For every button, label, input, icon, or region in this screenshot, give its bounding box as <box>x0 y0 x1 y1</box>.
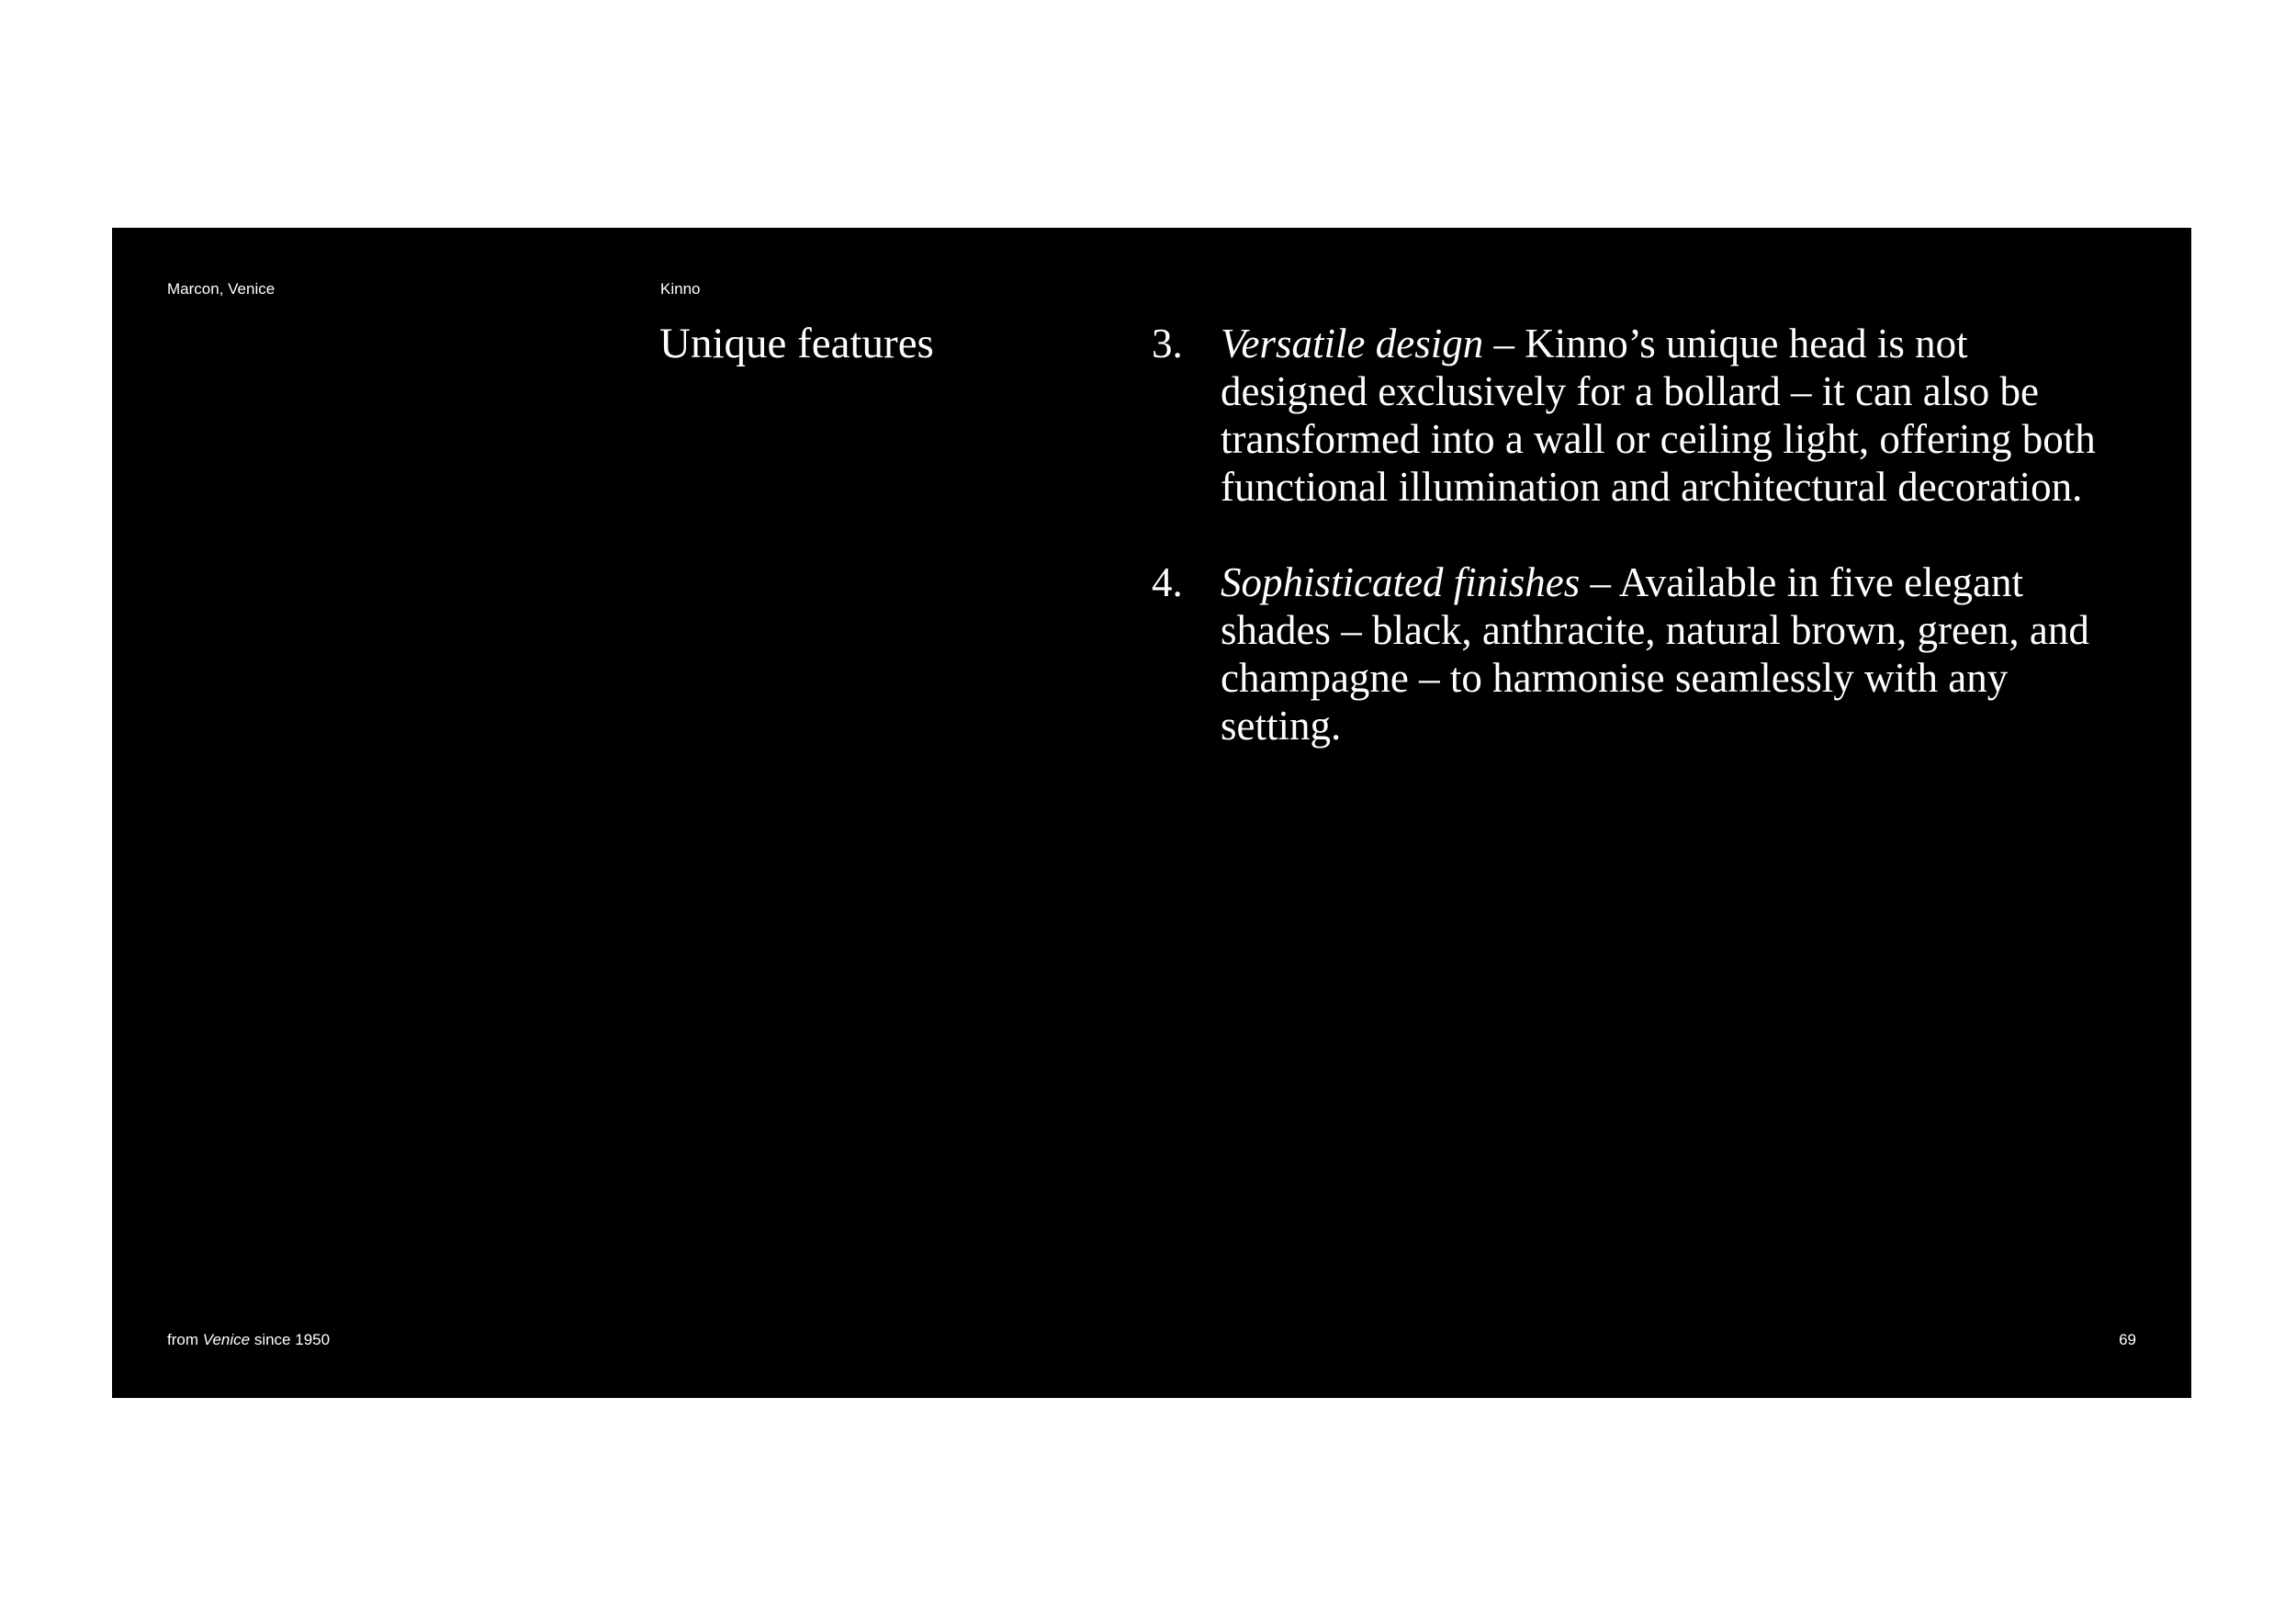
feature-number: 4. <box>1152 559 1183 605</box>
feature-title: Sophisticated finishes <box>1221 559 1581 605</box>
feature-title: Versatile design <box>1221 321 1484 366</box>
list-item: 3. Versatile design – Kinno’s unique head is not designed exclusively for a bollard – it can also be transformed into a wall or ceiling light, offering both functional illumination and architectural decoration. <box>1152 321 2096 510</box>
feature-text: Kinno’s unique head is not designed exclusively for a bollard – it can also be transformed into a wall or ceiling light, offering both functional illumination and architectural decoration. <box>1221 321 2096 510</box>
document-page <box>112 228 2191 1398</box>
feature-text: Available in five elegant shades – black, anthracite, natural brown, green, and champagne – to harmonise seamlessly with any setting. <box>1221 559 2089 749</box>
feature-number: 3. <box>1152 321 1183 366</box>
page-title: Unique features <box>659 320 934 367</box>
tagline-prefix: from <box>167 1331 198 1348</box>
tagline-place: Venice <box>202 1331 251 1348</box>
page-number: 69 <box>2119 1331 2136 1348</box>
header-section-name: Kinno <box>660 280 701 298</box>
tagline-suffix: since 1950 <box>253 1331 331 1348</box>
footer-tagline <box>167 1331 330 1349</box>
header-location: Marcon, Venice <box>167 280 276 298</box>
list-item: 4. Sophisticated finishes – Available in five elegant shades – black, anthracite, natural brown, green, and champagne – to harmonise seamlessly with any setting. <box>1152 559 2089 749</box>
feature-list <box>1152 320 2107 797</box>
